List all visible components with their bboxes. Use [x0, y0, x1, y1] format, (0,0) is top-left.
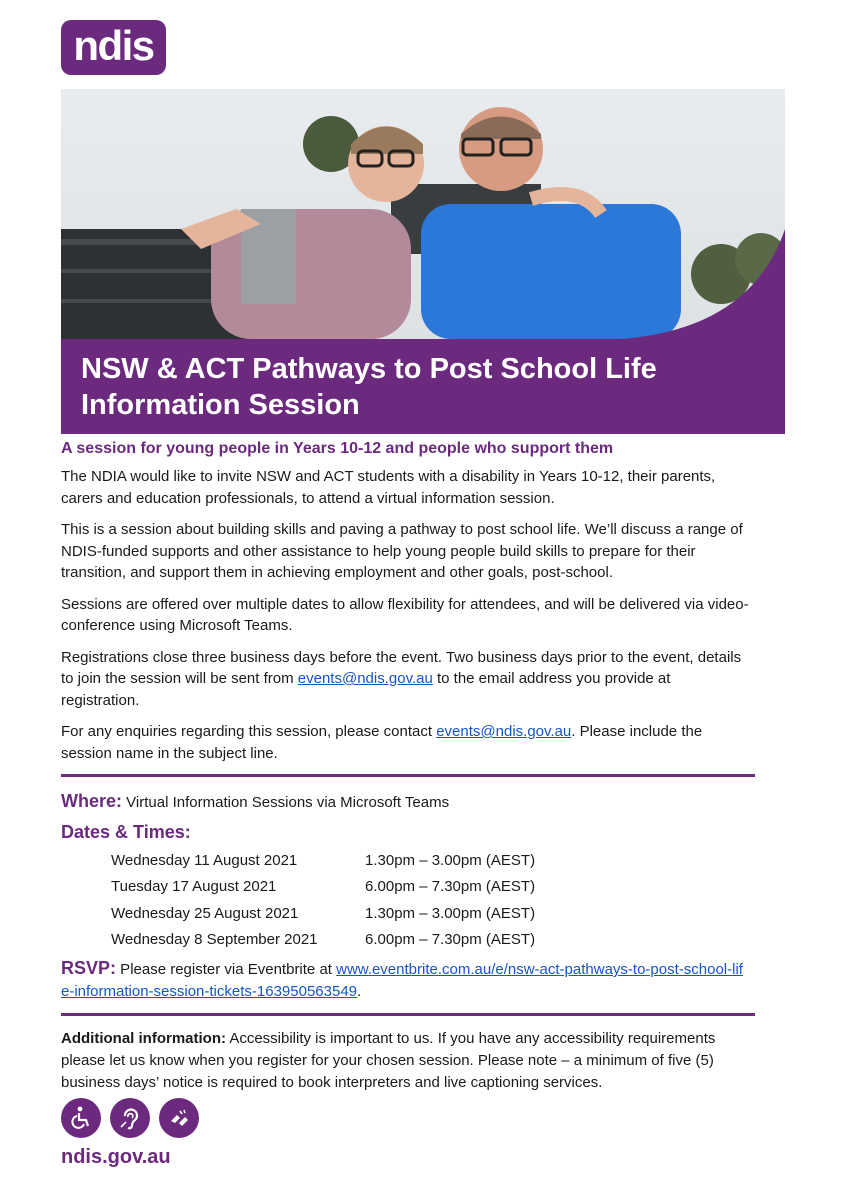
registration-paragraph — [61, 647, 751, 712]
session-date: Wednesday 11 August 2021 — [111, 851, 298, 869]
session-date: Wednesday 8 September 2021 — [111, 931, 318, 949]
eventbrite-link[interactable]: www.eventbrite.com.au/e/nsw-act-pathways-to-post-school-life-information-session-tickets-163950563549 — [61, 961, 743, 1000]
session-time: 6.00pm – 7.30pm (AEST) — [365, 878, 536, 896]
hero-banner — [61, 89, 785, 434]
events-email-link[interactable]: events@ndis.gov.au — [297, 670, 433, 687]
ndis-logo: ndis — [61, 20, 166, 75]
where-line — [61, 791, 751, 812]
page-title: NSW & ACT Pathways to Post School Life Information Session — [81, 353, 657, 421]
dates-label: Dates & Times: — [61, 822, 191, 842]
additional-text: Accessibility is important to us. If you have any accessibility requirements please let us know when you register for your chosen session. Please note – a minimum of five (5) business days’ notice is required to book interpreters and live captioning services. — [61, 1030, 716, 1091]
enquiries-text-a: For any enquiries regarding this session, please contact — [61, 723, 437, 740]
divider-bottom — [61, 1013, 755, 1016]
subheading: A session for young people in Years 10-12 and people who support them — [61, 440, 614, 457]
enquiries-paragraph — [61, 721, 751, 764]
sign-language-icon — [159, 1098, 199, 1138]
session-time: 6.00pm – 7.30pm (AEST) — [365, 931, 536, 949]
sessions-paragraph: Sessions are offered over multiple dates to allow flexibility for attendees, and will be delivered via video-conference using Microsoft Teams. — [61, 595, 749, 634]
rsvp-label: RSVP: — [61, 958, 117, 978]
session-description: This is a session about building skills and paving a pathway to post school life. We’ll discuss a range of NDIS-funded supports and other assistance to help young people build skills to prepare for their transition, and support them in achieving employment and other goals, post-school. — [61, 521, 743, 581]
rsvp-line — [61, 957, 751, 1003]
enquiries-email-link[interactable]: events@ndis.gov.au — [436, 723, 572, 740]
footer-url[interactable]: ndis.gov.au — [61, 1146, 171, 1168]
where-label: Where: — [61, 791, 123, 811]
divider-top — [61, 774, 755, 777]
registration-text-b: to the email address you provide at registration. — [61, 670, 671, 709]
rsvp-end: . — [357, 983, 362, 1000]
rsvp-text: Please register via Eventbrite at — [116, 961, 337, 978]
enquiries-text-b: . Please include the session name in the subject line. — [61, 723, 703, 762]
session-time: 1.30pm – 3.00pm (AEST) — [365, 904, 536, 922]
additional-information — [61, 1028, 751, 1094]
additional-label: Additional information: — [61, 1030, 226, 1047]
main-content — [61, 440, 751, 1094]
registration-text-a: Registrations close three business days before the event. Two business days prior to the event, details to join the session will be sent from — [61, 648, 742, 687]
session-time: 1.30pm – 3.00pm (AEST) — [365, 851, 536, 869]
table-row — [111, 900, 535, 927]
session-date: Wednesday 25 August 2021 — [111, 904, 299, 922]
intro-paragraph: The NDIA would like to invite NSW and ACT students with a disability in Years 10-12, their parents, carers and education professionals, to attend a virtual information session. — [61, 468, 716, 507]
session-date: Tuesday 17 August 2021 — [111, 878, 277, 896]
table-row — [111, 847, 535, 874]
table-row — [111, 927, 535, 954]
table-row — [111, 874, 535, 901]
where-value: Virtual Information Sessions via Microsoft Teams — [122, 794, 450, 811]
accessibility-icons — [61, 1098, 199, 1138]
hearing-icon — [110, 1098, 150, 1138]
wheelchair-icon — [61, 1098, 101, 1138]
dates-table — [111, 847, 535, 953]
